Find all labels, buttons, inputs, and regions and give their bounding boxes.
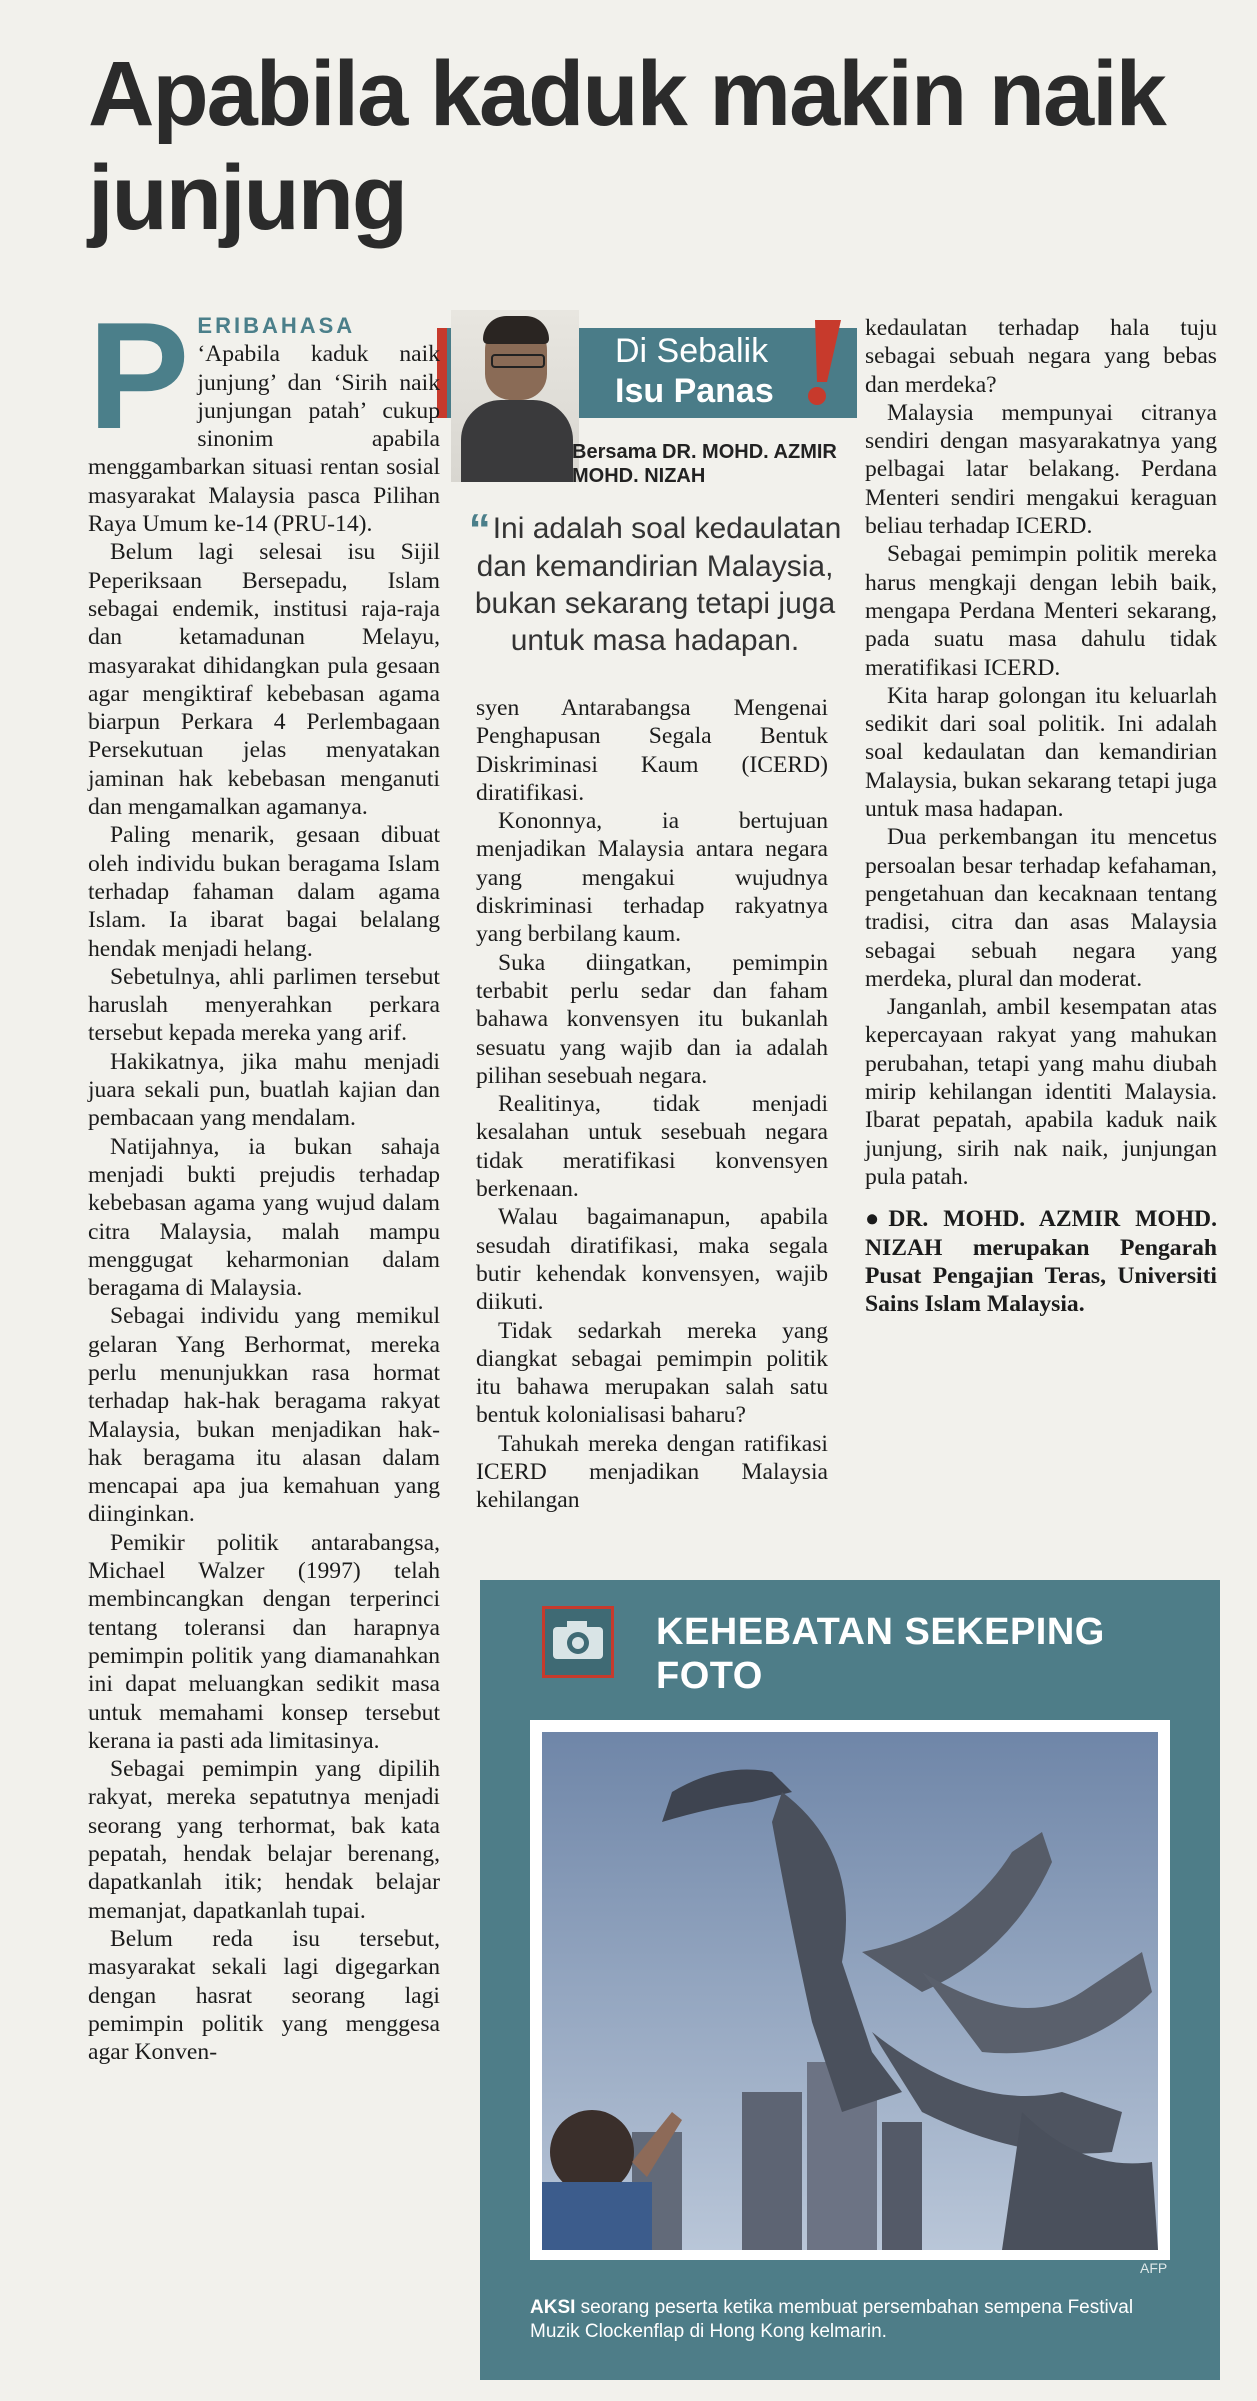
paragraph: Kononnya, ia bertujuan menjadikan Malaysia antara negara yang mengakui wujudnya diskriminasi terhadap rakyatnya yang berbilang kaum.: [476, 808, 828, 948]
column-header: [437, 310, 877, 490]
pull-quote: [455, 505, 855, 659]
photo-box-title: KEHEBATAN SEKEPING FOTO: [656, 1611, 1105, 1697]
paragraph: syen Antarabangsa Mengenai Penghapusan Segala Bentuk Diskriminasi Kaum (ICERD) diratifikasi.: [476, 695, 828, 806]
paragraph: Paling menarik, gesaan dibuat oleh individu bukan beragama Islam terhadap fahaman dalam agama Islam. Ia ibarat bagai belalang hendak menjadi helang.: [88, 822, 440, 962]
paragraph: Sebagai individu yang memikul gelaran Yang Berhormat, mereka perlu menunjukkan rasa hormat terhadap hak-hak beragama rakyat Malaysia, bukan menjadikan hak-hak beragama itu alasan dalam mencapai apa jua kemahuan yang diinginkan.: [88, 1303, 440, 1528]
paragraph: Hakikatnya, jika mahu menjadi juara sekali pun, buatlah kajian dan pembacaan yang mendalam.: [88, 1048, 440, 1132]
paragraph: Tidak sedarkah mereka yang diangkat sebagai pemimpin politik itu bahawa merupakan salah satu bentuk kolonialisasi baharu?: [476, 1317, 828, 1429]
caption-text: seorang peserta ketika membuat persembahan sempena Festival Muzik Clockenflap di Hong Kong kelmarin.: [530, 2297, 1134, 2342]
quote-mark-icon: “: [468, 505, 491, 554]
festival-photo: [542, 1732, 1158, 2250]
photo-feature-box: [480, 1580, 1220, 2380]
paragraph: ‘Apabila kaduk naik junjung’ dan ‘Sirih naik junjungan patah’ cukup sinonim apabila menggambarkan situasi rentan sosial masyarakat Malaysia pasca Pilihan Raya Umum ke-14 (PRU-14).: [88, 341, 440, 538]
paragraph: Belum reda isu tersebut, masyarakat sekali lagi digegarkan dengan hasrat seorang lagi pemimpin politik yang menggesa agar Konven-: [88, 1925, 440, 2066]
camera-icon: [542, 1606, 614, 1678]
paragraph: Malaysia mempunyai citranya sendiri dengan masyarakatnya yang pelbagai latar belakang. Perdana Menteri sendiri mengakui keraguan beliau terhadap ICERD.: [865, 399, 1217, 540]
paragraph: Realitinya, tidak menjadi kesalahan untuk sesebuah negara tidak meratifikasi konvensyen berkenaan.: [476, 1091, 828, 1203]
drop-cap: P: [88, 291, 190, 461]
byline: Bersama DR. MOHD. AZMIR MOHD. NIZAH: [572, 441, 837, 487]
exclamation-icon: [797, 320, 841, 406]
paragraph: Kita harap golongan itu keluarlah sedikit dari soal politik. Ini adalah soal kedaulatan dan kemandirian Malaysia, bukan sekarang tetapi juga untuk masa hadapan.: [865, 682, 1217, 823]
article-column-2: [476, 694, 828, 1515]
banner-line2: Isu Panas: [615, 372, 774, 410]
paragraph: Pemikir politik antarabangsa, Michael Walzer (1997) telah membincangkan dengan terperinci tentang toleransi dan harapnya pemimpin politik yang diamanahkan ini dapat meluangkan sedikit masa untuk memahami konsep tersebut kerana ia pasti ada limitasinya.: [88, 1529, 440, 1754]
paragraph: Walau bagaimanapun, apabila sesudah diratifikasi, maka segala butir kehendak konvensyen, wajib diikuti.: [476, 1204, 828, 1316]
paragraph: Sebagai pemimpin yang dipilih rakyat, mereka sepatutnya menjadi seorang yang terhormat, bak kata pepatah, hendak belajar berenang, dapatkanlah itik; hendak belajar memanjat, dapatkanlah tupai.: [88, 1756, 440, 1924]
paragraph: Natijahnya, ia bukan sahaja menjadi bukti prejudis terhadap kebebasan agama yang wujud dalam citra Malaysia, malah mampu menggugat keharmonian dalam beragama di Malaysia.: [88, 1133, 440, 1302]
photo-credit: AFP: [1140, 2260, 1168, 2276]
headline: Apabila kaduk makin naik junjung: [88, 43, 1165, 249]
paragraph: Tahukah mereka dengan ratifikasi ICERD menjadikan Malaysia kehilangan: [476, 1430, 828, 1514]
paragraph: Belum lagi selesai isu Sijil Peperiksaan Bersepadu, Islam sebagai endemik, institusi raja-raja dan ketamadunan Melayu, masyarakat dihidangkan pula gesaan agar mengiktiraf kebebasan agama biarpun Perkara 4 Perlembagaan Persekutuan jelas menyatakan jaminan hak kebebasan menganuti dan mengamalkan agamanya.: [88, 539, 440, 821]
paragraph: Sebagai pemimpin politik mereka harus mengkaji dengan lebih baik, mengapa Perdana Menteri sekarang, pada suatu masa dahulu tidak meratifikasi ICERD.: [865, 541, 1217, 681]
caption-lead: AKSI: [530, 2297, 576, 2318]
photo-caption: [530, 2296, 1180, 2344]
author-photo: [451, 310, 579, 482]
pull-quote-text: Ini adalah soal kedaulatan dan kemandirian Malaysia, bukan sekarang tetapi juga untuk masa hadapan.: [474, 512, 842, 657]
article-column-3: [865, 314, 1217, 1318]
paragraph: kedaulatan terhadap hala tuju sebagai sebuah negara yang bebas dan merdeka?: [865, 315, 1217, 398]
lead-word: ERIBAHASA: [197, 313, 356, 338]
paragraph: Dua perkembangan itu mencetus persoalan besar terhadap kefahaman, pengetahuan dan kecaknaan tentang tradisi, citra dan asas Malaysia sebagai sebuah negara yang merdeka, plural dan moderat.: [865, 824, 1217, 992]
author-note: ●DR. MOHD. AZMIR MOHD. NIZAH merupakan Pengarah Pusat Pengajian Teras, Universiti Sains Islam Malaysia.: [865, 1206, 1217, 1318]
article-column-1: [88, 291, 440, 2066]
banner-line1: Di Sebalik: [615, 332, 769, 370]
paragraph: Janganlah, ambil kesempatan atas kepercayaan rakyat yang mahukan perubahan, tetapi yang mahu diubah mirip kehilangan identiti Malaysia. Ibarat pepatah, apabila kaduk naik junjung, sirih nak naik, junjungan pula patah.: [865, 994, 1217, 1190]
paragraph: Suka diingatkan, pemimpin terbabit perlu sedar dan faham bahawa konvensyen itu bukanlah sesuatu yang wajib dan ia adalah pilihan sesebuah negara.: [476, 949, 828, 1089]
paragraph: Sebetulnya, ahli parlimen tersebut haruslah menyerahkan perkara tersebut kepada mereka yang arif.: [88, 963, 440, 1047]
